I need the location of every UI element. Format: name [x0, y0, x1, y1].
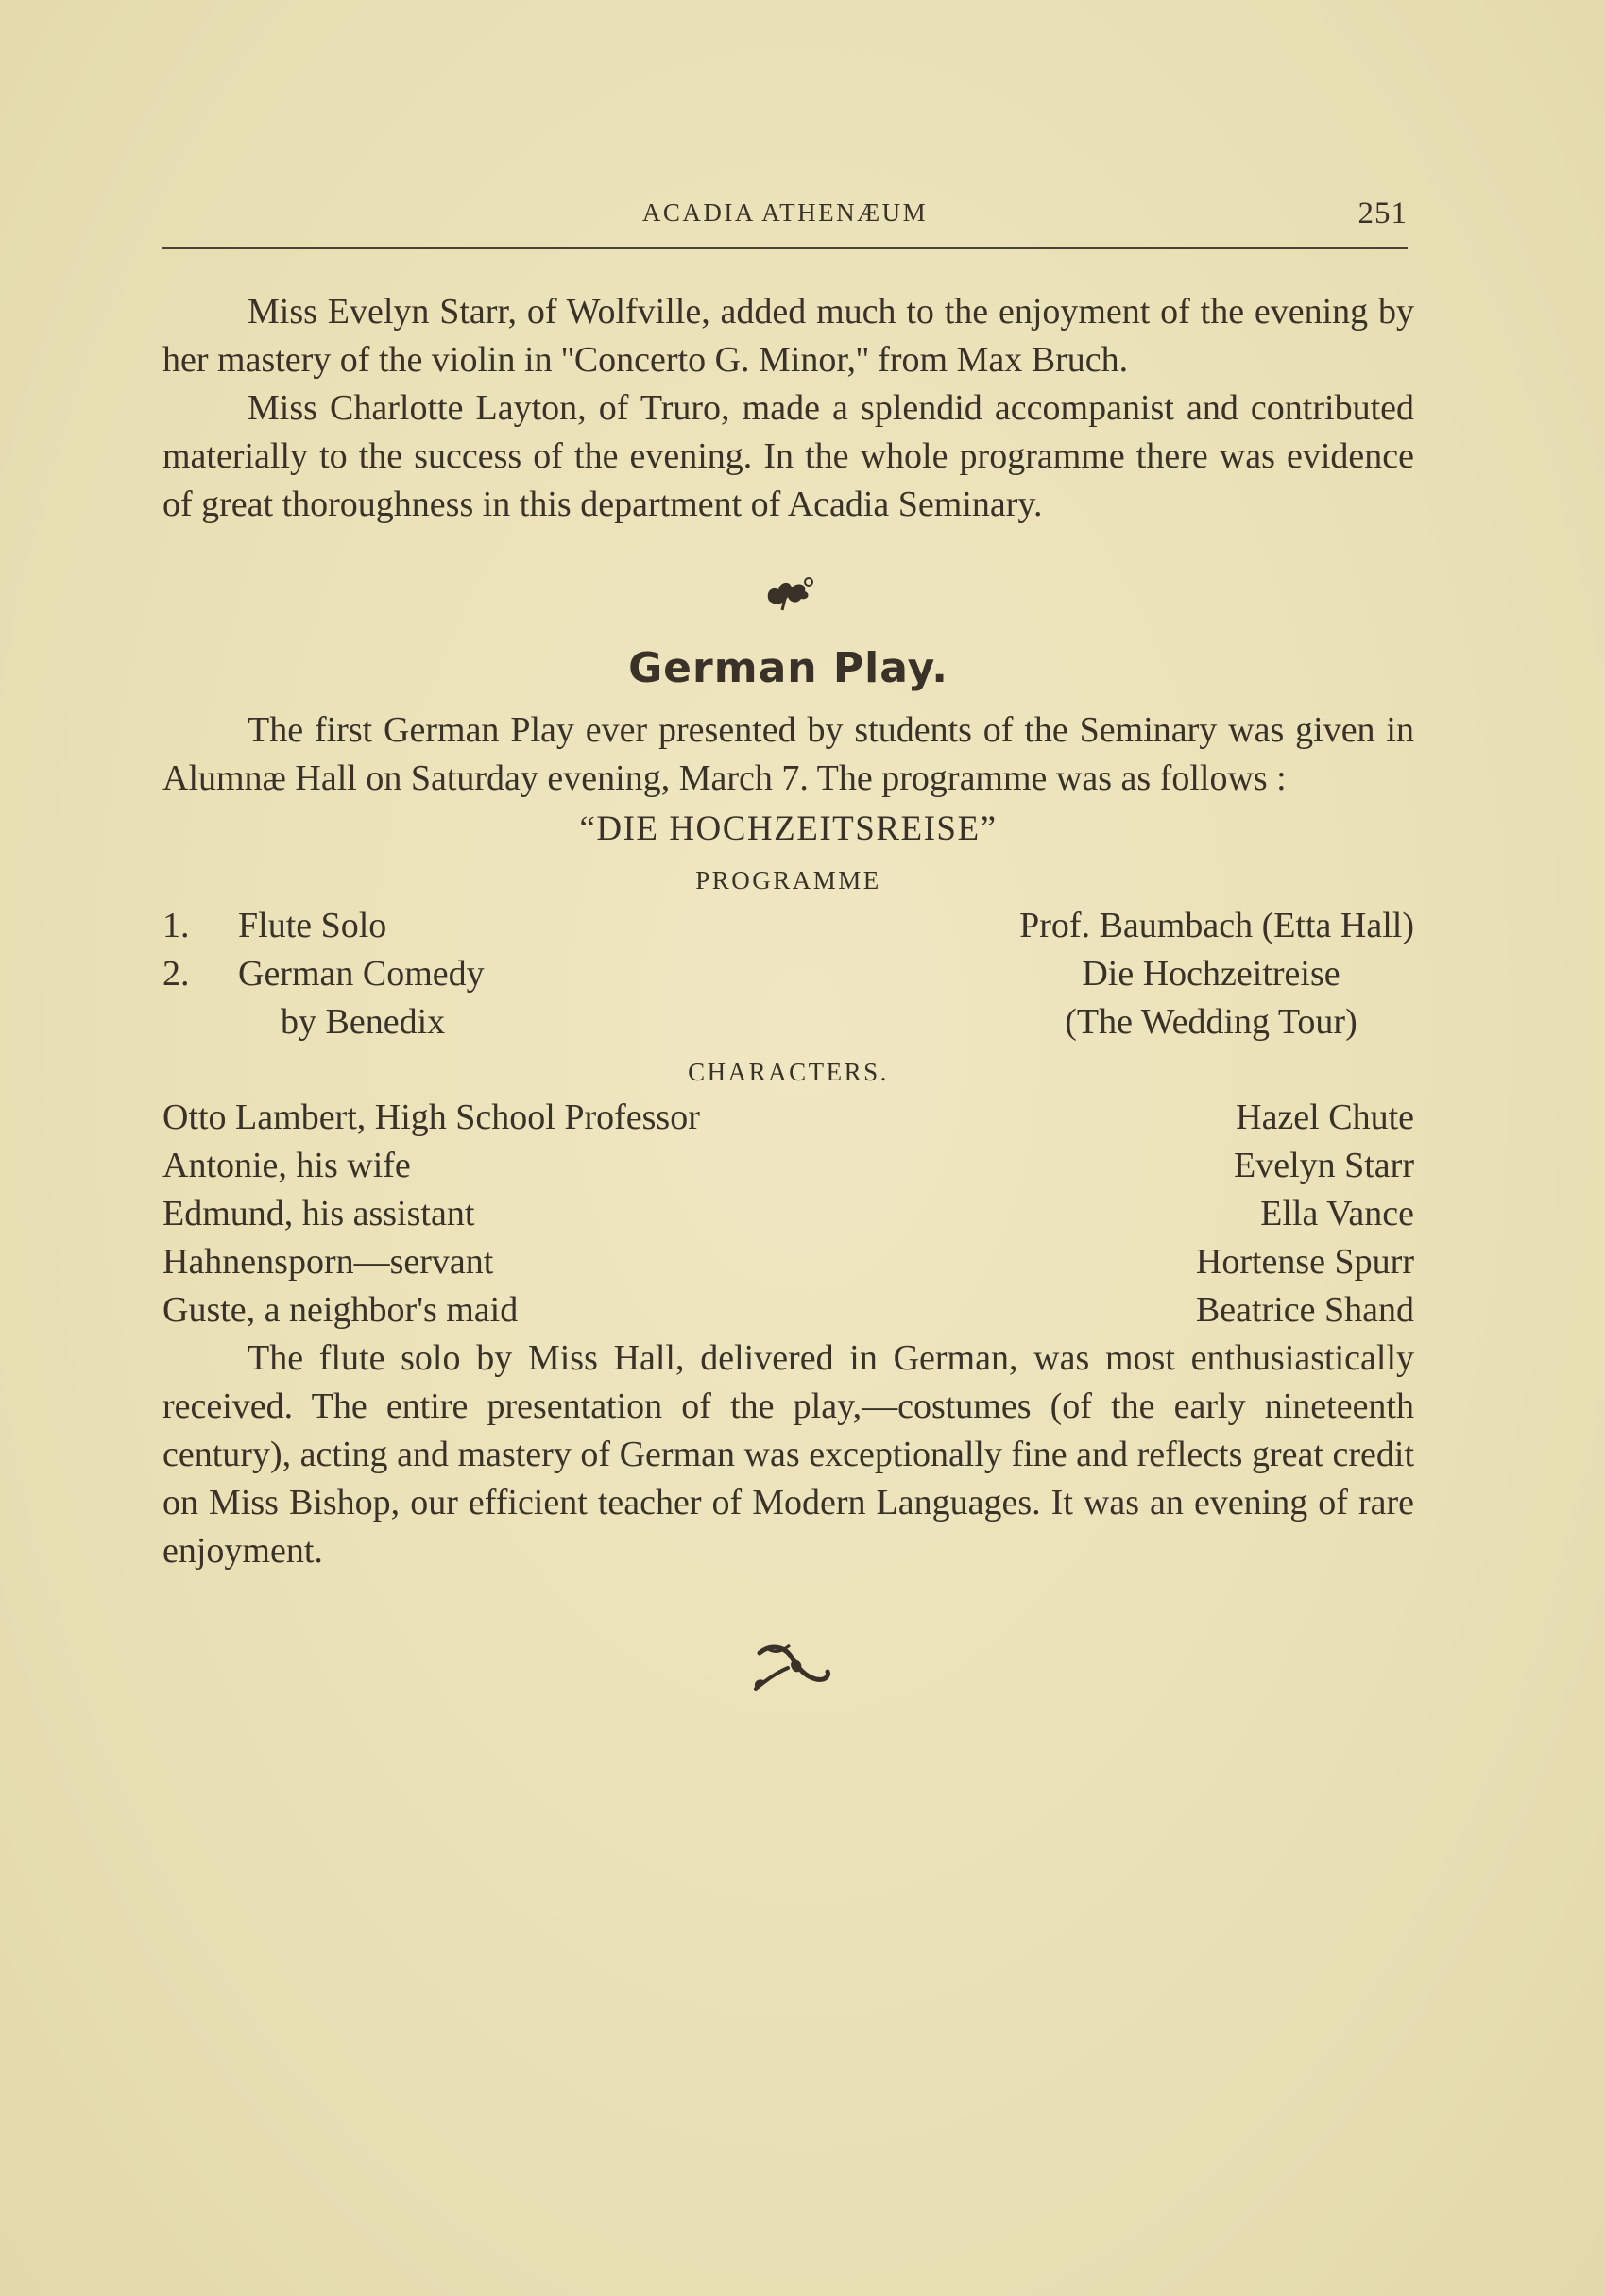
play-title: “DIE HOCHZEITSREISE” — [579, 809, 998, 848]
page-number: 251 — [1357, 196, 1408, 230]
programme-number: 1. — [162, 906, 190, 945]
intro-paragraph-1: Miss Evelyn Starr, of Wolfville, added much to the enjoyment of the evening by her mastery of the violin in ''Concerto G. Minor,'' from Max Bruch. — [162, 292, 1414, 380]
programme-row — [162, 950, 1414, 998]
characters-heading: CHARACTERS. — [688, 1058, 889, 1086]
character-row — [162, 1142, 1414, 1190]
page-body — [162, 288, 1414, 1698]
programme-item: Flute Solo — [238, 906, 387, 945]
character-row — [162, 1238, 1414, 1286]
character-row — [162, 1190, 1414, 1238]
character-role: Otto Lambert, High School Professor — [162, 1097, 700, 1137]
tailpiece-ornament-icon — [162, 1632, 1414, 1698]
leaf-ornament-icon — [162, 555, 1414, 621]
character-role: Antonie, his wife — [162, 1146, 411, 1185]
character-actor: Hortense Spurr — [1195, 1242, 1414, 1282]
character-actor: Ella Vance — [1260, 1194, 1414, 1233]
intro-paragraph-2: Miss Charlotte Layton, of Truro, made a splendid accompanist and contributed materially to the success of the evening. In the whole programme there was evidence of great thoroughness in this department of Acadia Seminary. — [162, 388, 1414, 524]
character-actor: Hazel Chute — [1236, 1097, 1414, 1137]
character-actor: Evelyn Starr — [1233, 1146, 1414, 1185]
article-title: German Play. — [628, 644, 948, 692]
programme-heading: PROGRAMME — [695, 866, 881, 894]
character-role: Guste, a neighbor's maid — [162, 1290, 519, 1330]
running-header — [162, 198, 1408, 247]
programme-row — [162, 998, 1414, 1046]
character-row — [162, 1094, 1414, 1142]
programme-item: German Comedy — [238, 954, 485, 994]
programme-list — [162, 902, 1414, 1046]
character-role: Edmund, his assistant — [162, 1194, 475, 1233]
header-rule — [162, 247, 1408, 249]
character-actor: Beatrice Shand — [1195, 1290, 1414, 1330]
programme-performer: Die Hochzeitreise — [1082, 954, 1340, 994]
programme-performer: (The Wedding Tour) — [1065, 1002, 1357, 1042]
characters-list — [162, 1094, 1414, 1335]
programme-performer: Prof. Baumbach (Etta Hall) — [1019, 906, 1414, 945]
running-title: ACADIA ATHENÆUM — [641, 198, 929, 227]
character-row — [162, 1286, 1414, 1335]
programme-item: by Benedix — [281, 1002, 446, 1042]
character-role: Hahnensporn—servant — [162, 1242, 494, 1282]
article-lead: The first German Play ever presented by students of the Seminary was given in Alumnæ Hall on Saturday evening, March 7. The programme was as follows : — [162, 710, 1414, 798]
closing-paragraph: The flute solo by Miss Hall, delivered in German, was most enthusiastically received. The entire presentation of the play,—costumes (of the early nineteenth century), acting and mastery of German was exceptionally fine and reflects great credit on Miss Bishop, our efficient teacher of Modern Languages. It was an evening of rare enjoyment. — [162, 1338, 1414, 1571]
programme-row — [162, 902, 1414, 950]
programme-number: 2. — [162, 954, 190, 994]
